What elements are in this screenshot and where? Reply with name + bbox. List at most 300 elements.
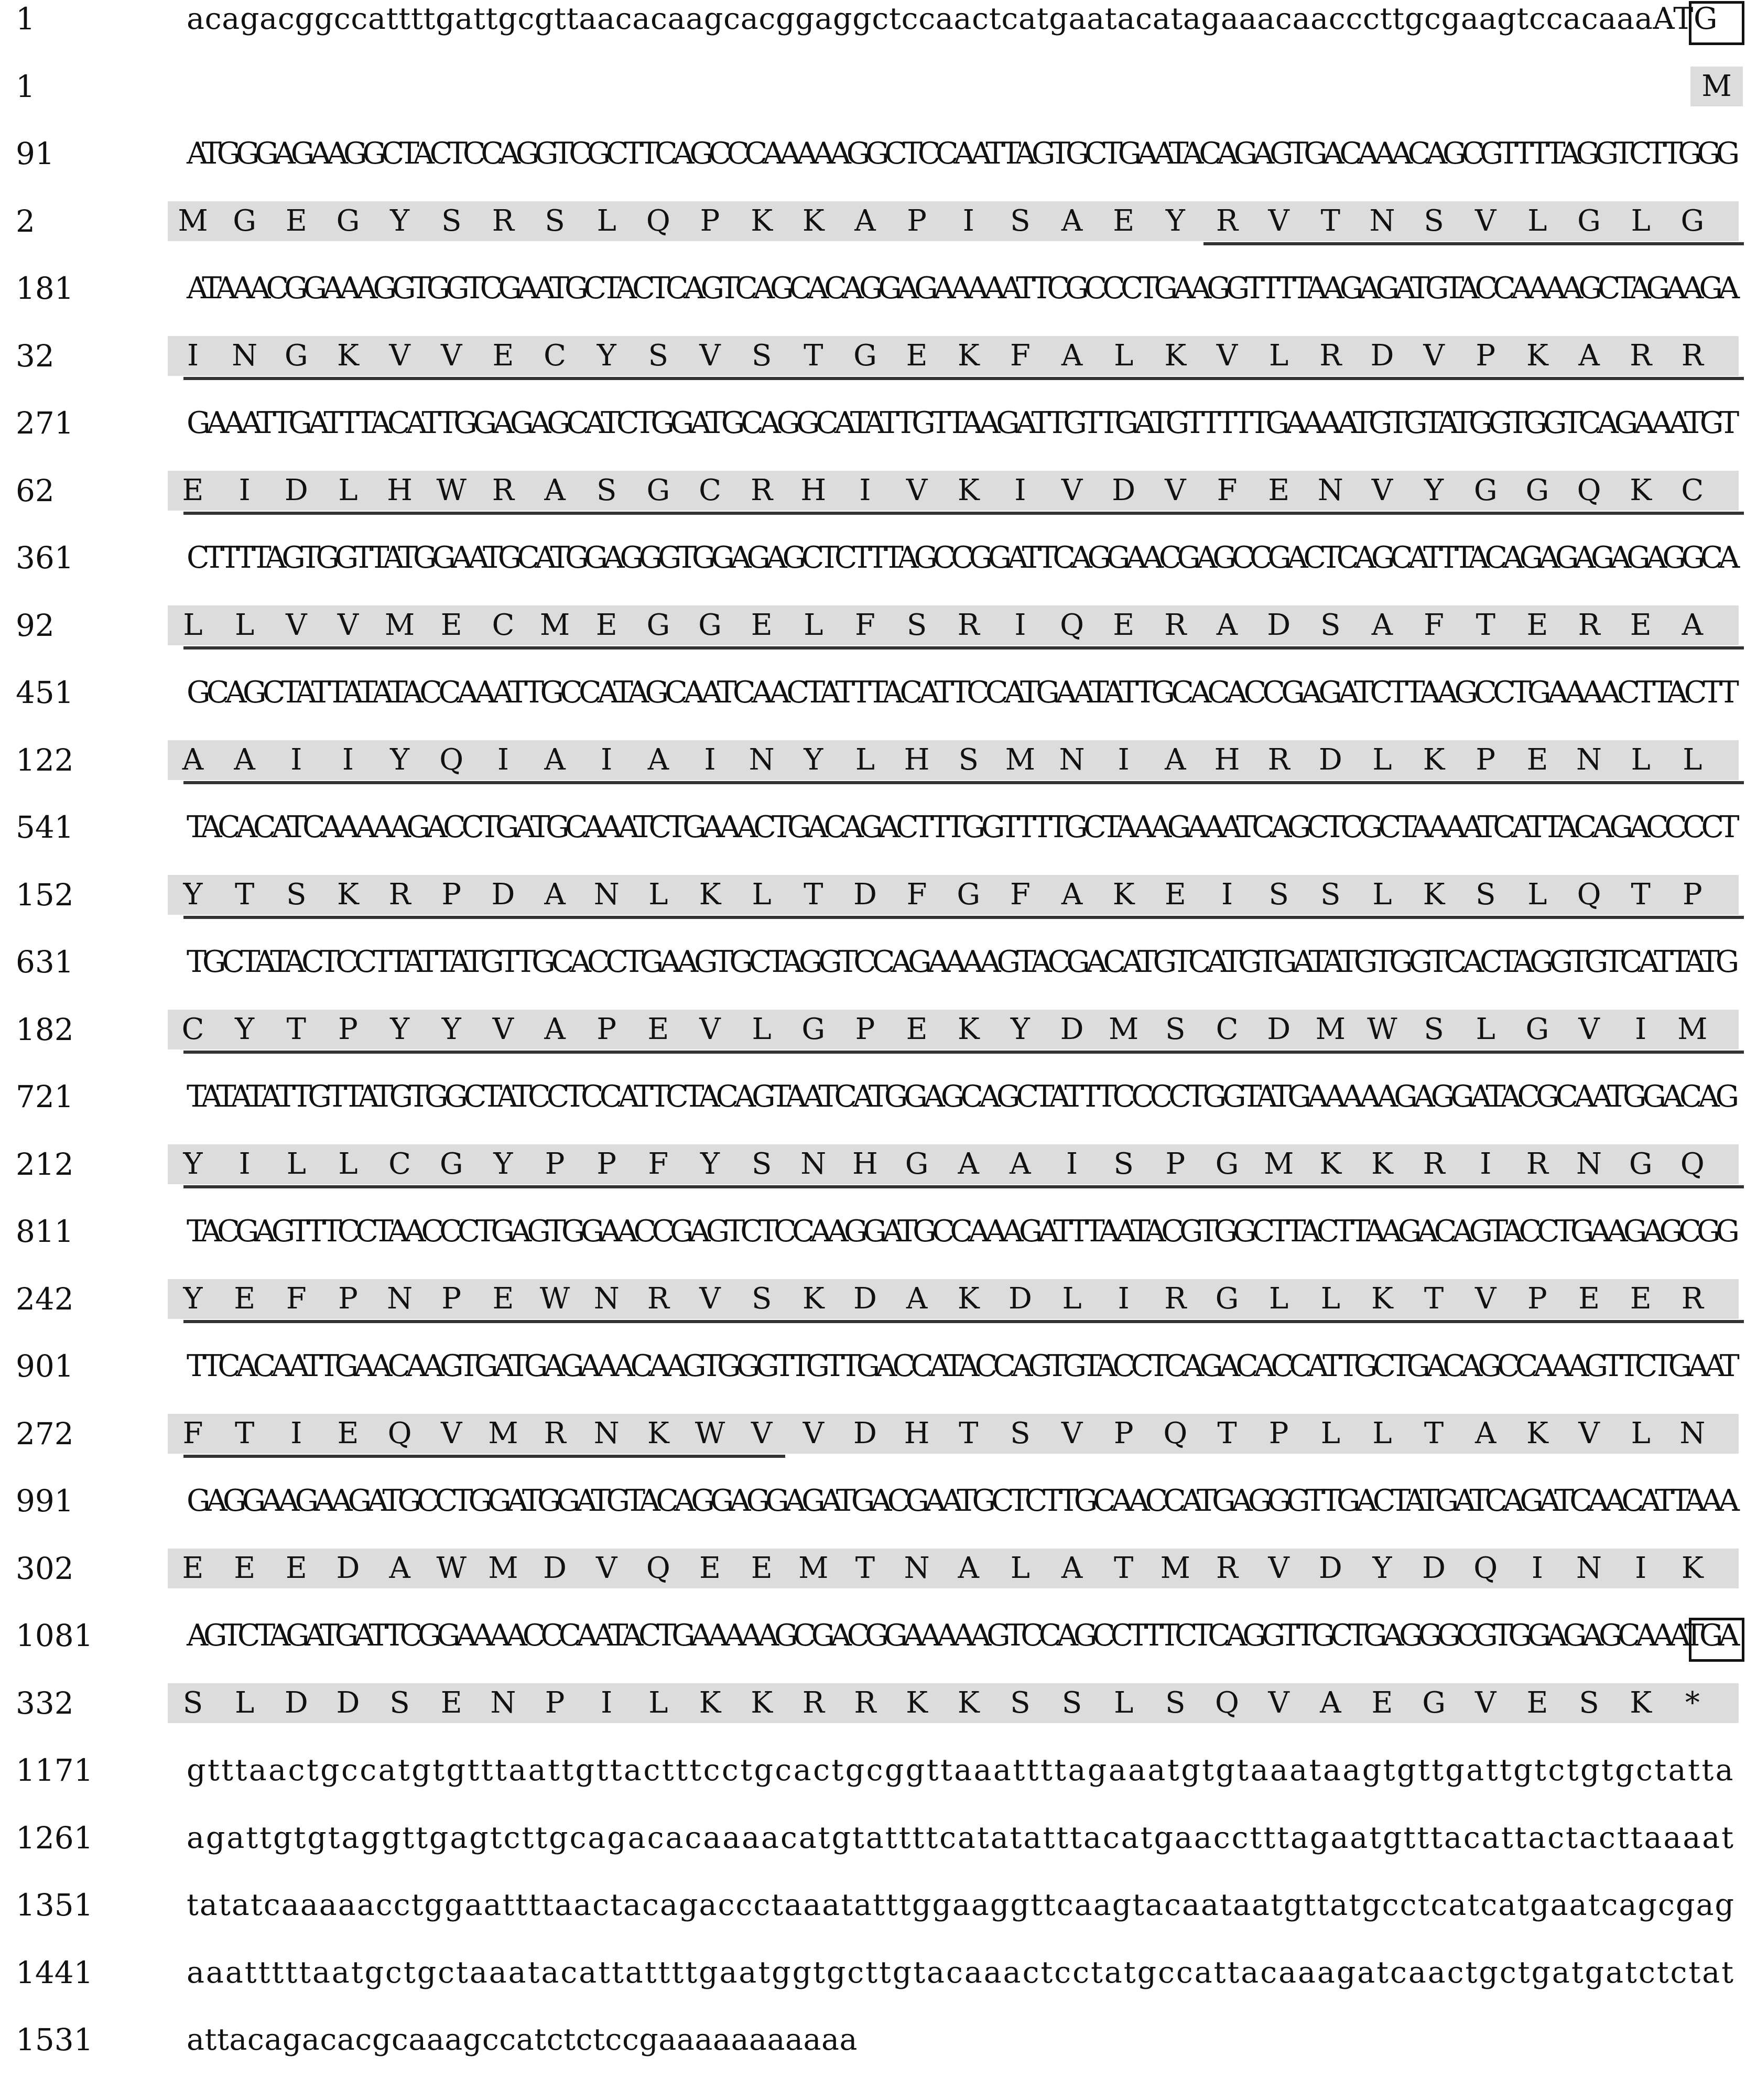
position-number: 32 [16, 338, 55, 374]
amino-acid: A [234, 742, 255, 777]
kinase-domain-underline [183, 1320, 1744, 1323]
amino-acid: Q [1215, 1685, 1239, 1720]
amino-acid: D [336, 1685, 360, 1720]
amino-acid: M [1160, 1551, 1191, 1585]
amino-acid: M [384, 608, 415, 642]
amino-acid: L [1372, 742, 1392, 777]
amino-acid: S [1268, 877, 1289, 912]
amino-acid: A [1578, 338, 1600, 373]
amino-acid: S [1424, 1012, 1444, 1046]
nucleotide-sequence: tatatcaaaaacctggaattttaactacagaccctaaatatttggaaggttcaagtacaataatgttatgcctcatcatgaatcagcgag [187, 1888, 1735, 1922]
amino-acid: M [178, 203, 208, 238]
amino-acid: C [492, 608, 515, 642]
amino-acid-row [0, 861, 1757, 928]
amino-acid: T [1320, 203, 1340, 238]
amino-acid: R [647, 1281, 669, 1316]
amino-acid: K [1630, 473, 1652, 507]
position-number: 1 [16, 68, 35, 104]
amino-acid: C [544, 338, 566, 373]
amino-acid-row [0, 727, 1757, 794]
amino-acid: E [1630, 1281, 1652, 1316]
amino-acid: Q [1577, 877, 1601, 912]
amino-acid: D [853, 1281, 877, 1316]
amino-acid: L [1010, 1551, 1030, 1585]
position-number: 631 [16, 944, 74, 980]
amino-acid: E [1526, 1685, 1548, 1720]
amino-acid: G [1473, 473, 1498, 507]
amino-acid: K [957, 338, 980, 373]
amino-acid: R [957, 608, 980, 642]
amino-acid: Q [646, 203, 670, 238]
amino-acid: L [648, 877, 668, 912]
amino-acid: G [646, 608, 670, 642]
amino-acid: P [1476, 742, 1496, 777]
amino-acid: K [802, 1281, 825, 1316]
amino-acid: K [957, 1012, 980, 1046]
amino-acid: V [337, 608, 359, 642]
amino-acid-row [0, 322, 1757, 389]
amino-acid: V [802, 1416, 825, 1450]
amino-acid-row [0, 1670, 1757, 1737]
amino-acid: T [1631, 877, 1651, 912]
nucleotide-sequence: ATAAACGGAAAGGTGGTCGAATGCTACTCAGTCAGCACAGGAGAAAAATTCGCCCTGAAGGTTTTAAGAGATGTACCAAAAGCTAGAAGA [187, 271, 1736, 306]
amino-acid: K [802, 203, 825, 238]
position-number: 811 [16, 1214, 74, 1249]
amino-acid: A [1010, 1146, 1031, 1181]
amino-acid: W [1367, 1012, 1397, 1046]
amino-acid: S [751, 1146, 772, 1181]
amino-acid: Q [1680, 1146, 1705, 1181]
amino-acid: P [1165, 1146, 1186, 1181]
amino-acid: K [1681, 1551, 1704, 1585]
amino-acid: S [1165, 1685, 1186, 1720]
amino-acid: L [752, 1012, 772, 1046]
amino-acid: L [855, 742, 875, 777]
amino-acid: N [1059, 742, 1085, 777]
amino-acid: A [1682, 608, 1704, 642]
amino-acid: V [1578, 1012, 1600, 1046]
amino-acid: S [1010, 203, 1031, 238]
amino-acid: C [181, 1012, 204, 1046]
amino-acid: V [906, 473, 928, 507]
amino-acid: L [1114, 1685, 1134, 1720]
amino-acid: R [1630, 338, 1652, 373]
amino-acid: R [751, 473, 773, 507]
amino-acid: K [751, 1685, 773, 1720]
amino-acid: C [388, 1146, 411, 1181]
amino-acid: I [1014, 473, 1026, 507]
position-number: 181 [16, 270, 74, 306]
amino-acid: Y [441, 1012, 461, 1046]
amino-acid: G [1577, 203, 1601, 238]
amino-acid-band [168, 201, 1739, 241]
amino-acid: Y [235, 1012, 255, 1046]
kinase-domain-underline [183, 916, 1744, 919]
amino-acid: L [752, 877, 772, 912]
kinase-domain-underline [183, 646, 1744, 650]
position-number: 1261 [16, 1820, 93, 1856]
amino-acid: I [601, 1685, 613, 1720]
amino-acid: A [1061, 338, 1083, 373]
amino-acid: K [906, 1685, 928, 1720]
kinase-domain-underline [1203, 242, 1744, 245]
amino-acid: E [234, 1551, 256, 1585]
nucleotide-sequence: TATATATTGTTATGTGGCTATCCTCCATTCTACAGTAATCATGGAGCAGCTATTTCCCCTGGTATGAAAAAGAGGATACGCAATGGACAG [187, 1079, 1735, 1114]
position-number: 242 [16, 1281, 74, 1317]
amino-acid: Q [1577, 473, 1601, 507]
amino-acid-row [0, 53, 1757, 120]
amino-acid: T [234, 877, 255, 912]
amino-acid: F [1217, 473, 1238, 507]
position-number: 361 [16, 540, 74, 576]
amino-acid: S [441, 203, 462, 238]
amino-acid: V [1423, 338, 1445, 373]
amino-acid: D [1008, 1281, 1032, 1316]
amino-acid-band [168, 471, 1739, 511]
amino-acid: D [1422, 1551, 1446, 1585]
amino-acid: R [544, 1416, 566, 1450]
amino-acid: Q [439, 742, 464, 777]
amino-acid: N [1317, 473, 1343, 507]
amino-acid: V [492, 1012, 514, 1046]
amino-acid: L [1527, 203, 1547, 238]
amino-acid: P [855, 1012, 875, 1046]
amino-acid: L [648, 1685, 668, 1720]
position-number: 302 [16, 1550, 74, 1586]
amino-acid: M [1263, 1146, 1294, 1181]
amino-acid: D [1060, 1012, 1084, 1046]
amino-acid: Q [387, 1416, 412, 1450]
amino-acid: P [338, 1281, 358, 1316]
amino-acid-row [0, 1400, 1757, 1467]
position-number: 901 [16, 1348, 74, 1384]
nucleotide-row [0, 1198, 1757, 1265]
amino-acid: D [1267, 1012, 1291, 1046]
amino-acid: Q [1060, 608, 1084, 642]
nucleotide-row [0, 2006, 1757, 2073]
amino-acid: L [338, 473, 358, 507]
kinase-domain-underline [183, 1185, 1744, 1188]
amino-acid: N [904, 1551, 930, 1585]
amino-acid: E [906, 338, 928, 373]
amino-acid: A [647, 742, 669, 777]
amino-acid: P [907, 203, 927, 238]
amino-acid: Y [183, 1281, 203, 1316]
amino-acid: V [1216, 338, 1238, 373]
amino-acid: L [1631, 1416, 1651, 1450]
position-number: 332 [16, 1685, 74, 1721]
amino-acid: I [1014, 608, 1026, 642]
amino-acid: E [1113, 608, 1135, 642]
amino-acid: I [1118, 1281, 1130, 1316]
amino-acid: S [751, 1281, 772, 1316]
amino-acid: N [1679, 1416, 1706, 1450]
kinase-domain-underline [183, 377, 1744, 380]
amino-acid: K [699, 877, 721, 912]
amino-acid: F [906, 877, 927, 912]
amino-acid: H [800, 473, 827, 507]
amino-acid: E [182, 473, 204, 507]
amino-acid: I [601, 742, 613, 777]
amino-acid: A [182, 742, 204, 777]
nucleotide-row [0, 255, 1757, 322]
amino-acid: P [441, 877, 462, 912]
amino-acid: G [439, 1146, 463, 1181]
amino-acid: I [962, 203, 974, 238]
amino-acid: V [1371, 473, 1393, 507]
amino-acid: L [338, 1146, 358, 1181]
amino-acid: Y [1372, 1551, 1392, 1585]
amino-acid: A [544, 742, 566, 777]
amino-acid: K [1371, 1146, 1393, 1181]
amino-acid: M [1109, 1012, 1139, 1046]
amino-acid: E [440, 1685, 462, 1720]
amino-acid: F [286, 1281, 307, 1316]
amino-acid: E [182, 1551, 204, 1585]
amino-acid: M [1315, 1012, 1346, 1046]
amino-acid: V [699, 338, 721, 373]
amino-acid: L [1476, 1012, 1495, 1046]
amino-acid: N [1369, 203, 1395, 238]
position-number: 91 [16, 136, 55, 171]
amino-acid: T [855, 1551, 875, 1585]
amino-acid: V [699, 1012, 721, 1046]
nucleotide-sequence: GCAGCTATTATATACCAAATTGCCATAGCAATCAACTATTTACATTCCATGAATATTGCACACCGAGATCTTAAGCCTGAAAACTTACTT [187, 675, 1735, 710]
amino-acid: G [233, 203, 256, 238]
amino-acid: P [1113, 1416, 1134, 1450]
amino-acid: A [389, 1551, 410, 1585]
amino-acid: A [958, 1551, 979, 1585]
amino-acid: M [488, 1551, 518, 1585]
amino-acid-band [168, 1549, 1739, 1588]
amino-acid: S [1061, 1685, 1082, 1720]
amino-acid: G [698, 608, 722, 642]
amino-acid: A [1061, 203, 1083, 238]
amino-acid: L [804, 608, 823, 642]
amino-acid: F [1010, 338, 1031, 373]
nucleotide-row [0, 0, 1757, 52]
amino-acid: M [1701, 69, 1732, 103]
amino-acid: R [388, 877, 411, 912]
nucleotide-sequence: TGCTATACTCCTTATTATGTTGCACCTGAAGTGCTAGGTCCAGAAAAGTACGACATGTCATGTGATATGTGGTCACTAGGTGTCATTATG [187, 945, 1735, 979]
amino-acid: A [544, 877, 566, 912]
amino-acid: V [1578, 1416, 1600, 1450]
amino-acid: Y [596, 338, 616, 373]
position-number: 721 [16, 1079, 74, 1114]
amino-acid: K [337, 877, 359, 912]
amino-acid: N [593, 1416, 620, 1450]
amino-acid-band [168, 1010, 1739, 1049]
nucleotide-row [0, 1063, 1757, 1130]
nucleotide-sequence: gtttaactgccatgtgtttaattgttactttcctgcactgcggttaaattttagaaatgtgtaaataagtgttgattgtctgtgctatta [187, 1753, 1735, 1788]
amino-acid: I [1480, 1146, 1492, 1181]
amino-acid: P [700, 203, 720, 238]
amino-acid: G [1525, 473, 1549, 507]
amino-acid: K [647, 1416, 669, 1450]
amino-acid: E [337, 1416, 359, 1450]
amino-acid: F [1010, 877, 1031, 912]
amino-acid: S [1113, 1146, 1134, 1181]
amino-acid: W [539, 1281, 570, 1316]
amino-acid: Y [493, 1146, 513, 1181]
amino-acid: V [286, 608, 307, 642]
amino-acid-row [0, 1265, 1757, 1333]
amino-acid: C [1681, 473, 1704, 507]
amino-acid: S [545, 203, 565, 238]
amino-acid-row [0, 188, 1757, 255]
amino-acid-row [0, 592, 1757, 659]
nucleotide-row [0, 1602, 1757, 1669]
amino-acid: R [1319, 338, 1342, 373]
amino-acid: I [238, 473, 251, 507]
amino-acid: S [751, 338, 772, 373]
amino-acid: * [1685, 1685, 1700, 1720]
amino-acid: I [859, 473, 871, 507]
nucleotide-sequence: agattgtgtaggttgagtcttgcagacacaaaacatgtattttcatatatttacatgaacctttagaatgtttacattactacttaaaat [187, 1820, 1735, 1855]
position-number: 271 [16, 405, 74, 441]
amino-acid: D [491, 877, 515, 912]
amino-acid: D [284, 473, 308, 507]
amino-acid: A [958, 1146, 979, 1181]
amino-acid: Y [183, 1146, 203, 1181]
amino-acid: L [596, 203, 616, 238]
amino-acid: G [646, 473, 670, 507]
amino-acid: E [1578, 1281, 1600, 1316]
amino-acid: L [1269, 338, 1289, 373]
amino-acid: W [436, 473, 467, 507]
amino-acid: T [1217, 1416, 1237, 1450]
amino-acid: V [1268, 1685, 1289, 1720]
amino-acid: K [337, 338, 359, 373]
amino-acid-band [168, 336, 1739, 376]
amino-acid: S [958, 742, 979, 777]
amino-acid: R [1216, 1551, 1239, 1585]
amino-acid: A [854, 203, 876, 238]
amino-acid: Y [1165, 203, 1185, 238]
amino-acid: D [1370, 338, 1394, 373]
amino-acid: V [1165, 473, 1186, 507]
amino-acid: G [1215, 1281, 1239, 1316]
kinase-domain-underline [183, 1455, 785, 1458]
amino-acid: A [906, 1281, 928, 1316]
nucleotide-sequence: attacagacacgcaaagccatctctccgaaaaaaaaaaa [187, 2022, 858, 2057]
position-number: 152 [16, 876, 74, 913]
amino-acid-row [0, 1535, 1757, 1602]
amino-acid: D [1267, 608, 1291, 642]
amino-acid: G [1629, 1146, 1653, 1181]
amino-acid: S [1424, 203, 1444, 238]
amino-acid: L [1320, 1416, 1340, 1450]
position-number: 1351 [16, 1887, 93, 1923]
amino-acid: N [387, 1281, 413, 1316]
nucleotide-row [0, 928, 1757, 995]
amino-acid: M [1005, 742, 1036, 777]
amino-acid: Y [390, 1012, 410, 1046]
nucleotide-sequence: AGTCTAGATGATTCGGAAAACCCAATACTGAAAAAGCGACGGAAAAAGTCCAGCCTTTCTCAGGTTGCTGAGGGCGTGGAGAGCAAATGA [187, 1618, 1735, 1653]
amino-acid: R [1216, 203, 1239, 238]
kinase-domain-underline [183, 1051, 1744, 1054]
position-number: 991 [16, 1483, 74, 1519]
amino-acid: L [1683, 742, 1702, 777]
amino-acid: R [1681, 338, 1704, 373]
position-number: 451 [16, 675, 74, 710]
amino-acid: E [492, 1281, 514, 1316]
amino-acid: E [751, 608, 773, 642]
amino-acid: H [904, 742, 930, 777]
amino-acid: E [234, 1281, 256, 1316]
amino-acid: S [1579, 1685, 1599, 1720]
amino-acid: L [1320, 1281, 1340, 1316]
amino-acid: V [1475, 1281, 1496, 1316]
amino-acid: R [492, 203, 514, 238]
amino-acid: I [290, 742, 302, 777]
nucleotide-sequence: TACACATCAAAAAGACCTGATGCAAATCTGAAACTGACAGACTTTGGTTTTGCTAAAGAAATCAGCTCGCTAAAATCATTACAGACCCCT [187, 810, 1735, 845]
amino-acid: K [751, 203, 773, 238]
amino-acid: K [1423, 877, 1445, 912]
amino-acid: E [1113, 203, 1135, 238]
position-number: 1081 [16, 1618, 93, 1653]
amino-acid-row [0, 996, 1757, 1063]
amino-acid: G [905, 1146, 929, 1181]
amino-acid: P [545, 1146, 565, 1181]
stop-codon-box [1689, 1618, 1744, 1662]
amino-acid: H [904, 1416, 930, 1450]
amino-acid: Y [700, 1146, 720, 1181]
nucleotide-row [0, 120, 1757, 187]
amino-acid: A [544, 473, 566, 507]
amino-acid: D [1112, 473, 1136, 507]
amino-acid: H [852, 1146, 878, 1181]
amino-acid: G [1680, 203, 1705, 238]
amino-acid: I [342, 742, 354, 777]
amino-acid: K [1319, 1146, 1342, 1181]
amino-acid: D [853, 1416, 877, 1450]
kinase-domain-underline [183, 512, 1744, 515]
amino-acid: L [1269, 1281, 1289, 1316]
amino-acid: N [1576, 1551, 1602, 1585]
position-number: 1171 [16, 1752, 93, 1788]
amino-acid: T [804, 877, 823, 912]
amino-acid: K [1630, 1685, 1652, 1720]
amino-acid: P [596, 1146, 617, 1181]
amino-acid: N [749, 742, 775, 777]
amino-acid: Q [646, 1551, 670, 1585]
amino-acid: E [1164, 877, 1186, 912]
amino-acid: P [441, 1281, 462, 1316]
amino-acid: R [1423, 1146, 1445, 1181]
amino-acid: R [854, 1685, 876, 1720]
nucleotide-row [0, 1737, 1757, 1804]
amino-acid: S [389, 1685, 410, 1720]
amino-acid-band [1690, 67, 1743, 106]
amino-acid: S [648, 338, 669, 373]
amino-acid: S [1010, 1416, 1031, 1450]
amino-acid: Y [390, 742, 410, 777]
amino-acid: E [1526, 608, 1548, 642]
amino-acid: A [1061, 877, 1083, 912]
amino-acid: H [1214, 742, 1240, 777]
amino-acid: A [544, 1012, 566, 1046]
amino-acid: G [801, 1012, 826, 1046]
nucleotide-row [0, 1333, 1757, 1400]
amino-acid: K [1164, 338, 1187, 373]
amino-acid: L [1527, 877, 1547, 912]
amino-acid: C [699, 473, 721, 507]
amino-acid-band [168, 1414, 1739, 1454]
amino-acid: Y [183, 877, 203, 912]
amino-acid: T [1114, 1551, 1134, 1585]
amino-acid: V [595, 1551, 617, 1585]
